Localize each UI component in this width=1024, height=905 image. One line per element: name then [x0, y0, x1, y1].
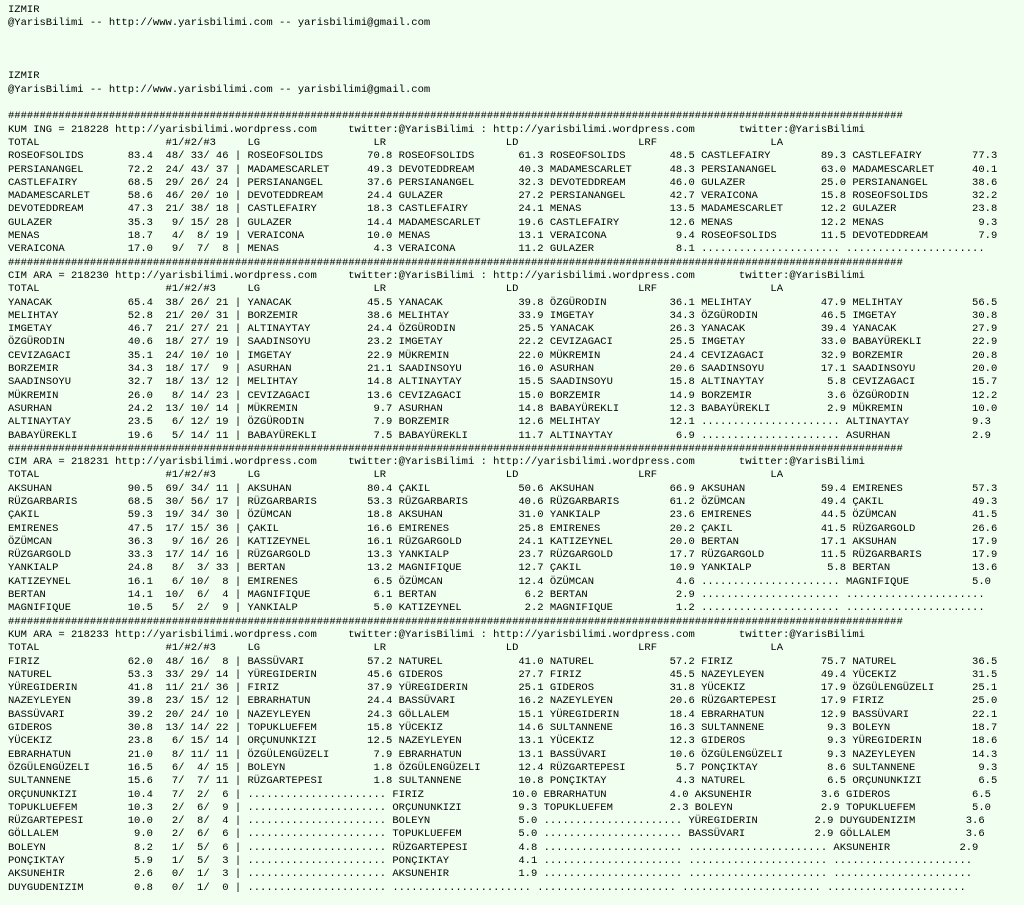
text-line: ALTINAYTAY 23.5 6/ 12/ 19 | ÖZGÜRODIN 7.9 BORZEMIR 12.6 MELIHTAY 12.1 ...................... ALTINAYTAY 9.3 [8, 416, 991, 429]
text-line: EMIRENES 47.5 17/ 15/ 36 | ÇAKIL 16.6 EMIRENES 25.8 EMIRENES 20.2 ÇAKIL 41.5 RÜZGARGOLD 26.6 [8, 522, 998, 535]
text-line: @YarisBilimi -- http://www.yarisbilimi.com -- yarisbilimi@gmail.com [8, 17, 431, 30]
separator-line: ############################################################################################################################################## [8, 442, 903, 455]
text-line: DEVOTEDDREAM 47.3 21/ 38/ 18 | CASTLEFAIRY 18.3 CASTLEFAIRY 24.1 MENAS 13.5 MADAMESCARLET 12.2 GULAZER 23.8 [8, 203, 998, 216]
text-line: YANKIALP 24.8 8/ 3/ 33 | BERTAN 13.2 MAGNIFIQUE 12.7 ÇAKIL 10.9 YANKIALP 5.8 BERTAN 13.6 [8, 562, 998, 575]
blank-line [8, 31, 1024, 44]
text-line: CEVIZAGACI 35.1 24/ 10/ 10 | IMGETAY 22.9 MÜKREMIN 22.0 MÜKREMIN 24.4 CEVIZAGACI 32.9 BORZEMIR 20.8 [8, 349, 998, 362]
text-line: CASTLEFAIRY 68.5 29/ 26/ 24 | PERSIANANGEL 37.6 PERSIANANGEL 32.3 DEVOTEDDREAM 46.0 GULAZER 25.0 PERSIANANGEL 38.6 [8, 176, 998, 189]
text-line: AKSUNEHIR 2.6 0/ 1/ 3 | ...................... AKSUNEHIR 1.9 ...................... ...................... ...................... [8, 868, 973, 881]
text-line: RÜZGARGOLD 33.3 17/ 14/ 16 | RÜZGARGOLD 13.3 YANKIALP 23.7 RÜZGARGOLD 17.7 RÜZGARGOLD 11.5 RÜZGARBARIS 17.9 [8, 549, 998, 562]
text-line: MELIHTAY 52.8 21/ 20/ 31 | BORZEMIR 38.6 MELIHTAY 33.9 IMGETAY 34.3 ÖZGÜRODIN 46.5 IMGETAY 30.8 [8, 309, 998, 322]
text-line: ÖZGÜRODIN 40.6 18/ 27/ 19 | SAADINSOYU 23.2 IMGETAY 22.2 CEVIZAGACI 25.5 IMGETAY 33.0 BABAYÜREKLI 22.9 [8, 336, 998, 349]
text-line: YÜCEKIZ 23.8 6/ 15/ 14 | ORÇUNUNKIZI 12.5 NAZEYLEYEN 13.1 YÜCEKIZ 12.3 GIDEROS 9.3 YÜREGIDERIN 18.6 [8, 735, 998, 748]
text-line: YANACAK 65.4 38/ 26/ 21 | YANACAK 45.5 YANACAK 39.8 ÖZGÜRODIN 36.1 MELIHTAY 47.9 MELIHTAY 56.5 [8, 296, 998, 309]
text-line: BABAYÜREKLI 19.6 5/ 14/ 11 | BABAYÜREKLI 7.5 BABAYÜREKLI 11.7 ALTINAYTAY 6.9 ...................... ASURHAN 2.9 [8, 429, 991, 442]
separator-line: ############################################################################################################################################## [8, 256, 903, 269]
text-line: KATIZEYNEL 16.1 6/ 10/ 8 | EMIRENES 6.5 ÖZÜMCAN 12.4 ÖZÜMCAN 4.6 ...................... MAGNIFIQUE 5.0 [8, 575, 991, 588]
text-line: GULAZER 35.3 9/ 15/ 28 | GULAZER 14.4 MADAMESCARLET 19.6 CASTLEFAIRY 12.6 MENAS 12.2 MENAS 9.3 [8, 216, 998, 229]
column-header: TOTAL #1/#2/#3 LG LR LD LRF LA [8, 136, 784, 149]
text-line: GÖLLALEM 9.0 2/ 6/ 6 | ...................... TOPUKLUEFEM 5.0 ...................... BASSÜVARI 2.9 GÖLLALEM 3.6 [8, 828, 985, 841]
blank-line [8, 57, 1024, 70]
text-line: DUYGUDENIZIM 0.8 0/ 1/ 0 | ...................... ...................... ...................... ...................... ...................... [8, 881, 966, 894]
text-line: ORÇUNUNKIZI 10.4 7/ 2/ 6 | ...................... FIRIZ 10.0 EBRARHATUN 4.0 AKSUNEHIR 3.6 GIDEROS 6.5 [8, 788, 991, 801]
blank-line [8, 44, 1024, 57]
race-header: KUM ING = 218228 http://yarisbilimi.wordpress.com twitter:@YarisBilimi : http://yarisbilimi.wordpress.com twitter:@YarisBilimi [8, 123, 865, 136]
text-line: BORZEMIR 34.3 18/ 17/ 9 | ASURHAN 21.1 SAADINSOYU 16.0 ASURHAN 20.6 SAADINSOYU 17.1 SAADINSOYU 20.0 [8, 363, 998, 376]
text-line: NATUREL 53.3 33/ 29/ 14 | YÜREGIDERIN 45.6 GIDEROS 27.7 FIRIZ 45.5 NAZEYLEYEN 49.4 YÜCEKIZ 31.5 [8, 668, 998, 681]
text-line: YÜREGIDERIN 41.8 11/ 21/ 36 | FIRIZ 37.9 YÜREGIDERIN 25.1 GIDEROS 31.8 YÜCEKIZ 17.9 ÖZGÜLENGÜZELI 25.1 [8, 682, 998, 695]
text-line: ÖZÜMCAN 36.3 9/ 16/ 26 | KATIZEYNEL 16.1 RÜZGARGOLD 24.1 KATIZEYNEL 20.0 BERTAN 17.1 AKSUHAN 17.9 [8, 535, 998, 548]
text-line: @YarisBilimi -- http://www.yarisbilimi.com -- yarisbilimi@gmail.com [8, 83, 431, 96]
text-line: BERTAN 14.1 10/ 6/ 4 | MAGNIFIQUE 6.1 BERTAN 6.2 BERTAN 2.9 ...................... ...................... [8, 589, 985, 602]
text-line: RÜZGARTEPESI 10.0 2/ 8/ 4 | ...................... BOLEYN 5.0 ...................... YÜREGIDERIN 2.9 DUYGUDENIZIM 3.6 [8, 815, 985, 828]
text-line: IMGETAY 46.7 21/ 27/ 21 | ALTINAYTAY 24.4 ÖZGÜRODIN 25.5 YANACAK 26.3 YANACAK 39.4 YANACAK 27.9 [8, 323, 998, 336]
text-line: MAGNIFIQUE 10.5 5/ 2/ 9 | YANKIALP 5.0 KATIZEYNEL 2.2 MAGNIFIQUE 1.2 ...................... ...................... [8, 602, 985, 615]
separator-line: ############################################################################################################################################## [8, 615, 903, 628]
text-line: IZMIR [8, 4, 40, 16]
text-line: RÜZGARBARIS 68.5 30/ 56/ 17 | RÜZGARBARIS 53.3 RÜZGARBARIS 40.6 RÜZGARBARIS 61.2 ÖZÜMCAN 49.4 ÇAKIL 49.3 [8, 495, 998, 508]
race-header: CIM ARA = 218231 http://yarisbilimi.wordpress.com twitter:@YarisBilimi : http://yarisbilimi.wordpress.com twitter:@YarisBilimi [8, 456, 865, 469]
column-header: TOTAL #1/#2/#3 LG LR LD LRF LA [8, 642, 784, 655]
text-line: MENAS 18.7 4/ 8/ 19 | VERAICONA 10.0 MENAS 13.1 VERAICONA 9.4 ROSEOFSOLIDS 11.5 DEVOTEDDREAM 7.9 [8, 230, 998, 243]
text-line: BASSÜVARI 39.2 20/ 24/ 10 | NAZEYLEYEN 24.3 GÖLLALEM 15.1 YÜREGIDERIN 18.4 EBRARHATUN 12.9 BASSÜVARI 22.1 [8, 708, 998, 721]
text-line: AKSUHAN 90.5 69/ 34/ 11 | AKSUHAN 80.4 ÇAKIL 50.6 AKSUHAN 66.9 AKSUHAN 59.4 EMIRENES 57.3 [8, 482, 998, 495]
race-header: KUM ARA = 218233 http://yarisbilimi.wordpress.com twitter:@YarisBilimi : http://yarisbilimi.wordpress.com twitter:@YarisBilimi [8, 628, 865, 641]
text-line: MADAMESCARLET 58.6 46/ 20/ 10 | DEVOTEDDREAM 24.4 GULAZER 27.2 PERSIANANGEL 42.7 VERAICONA 15.8 ROSEOFSOLIDS 32.2 [8, 190, 998, 203]
column-header: TOTAL #1/#2/#3 LG LR LD LRF LA [8, 283, 784, 296]
blank-line [8, 97, 1024, 110]
text-line: GIDEROS 30.8 13/ 14/ 22 | TOPUKLUEFEM 15.8 YÜCEKIZ 14.6 SULTANNENE 16.3 SULTANNENE 9.3 BOLEYN 18.7 [8, 722, 998, 735]
text-line: BOLEYN 8.2 1/ 5/ 6 | ...................... RÜZGARTEPESI 4.8 ...................... ...................... AKSUNEHIR 2.9 [8, 841, 979, 854]
text-line: ROSEOFSOLIDS 83.4 48/ 33/ 46 | ROSEOFSOLIDS 70.8 ROSEOFSOLIDS 61.3 ROSEOFSOLIDS 48.5 CASTLEFAIRY 89.3 CASTLEFAIRY 77.3 [8, 150, 998, 163]
text-line: PONÇIKTAY 5.9 1/ 5/ 3 | ...................... PONÇIKTAY 4.1 ...................... ...................... ...................... [8, 855, 973, 867]
separator-line: ############################################################################################################################################## [8, 110, 903, 123]
text-line: NAZEYLEYEN 39.8 23/ 15/ 12 | EBRARHATUN 24.4 BASSÜVARI 16.2 NAZEYLEYEN 20.6 RÜZGARTEPESI 17.9 FIRIZ 25.0 [8, 695, 998, 708]
text-line: EBRARHATUN 21.0 8/ 11/ 11 | ÖZGÜLENGÜZELI 7.9 EBRARHATUN 13.1 BASSÜVARI 10.6 ÖZGÜLENGÜZELI 9.3 NAZEYLEYEN 14.3 [8, 748, 998, 761]
text-line: ÖZGÜLENGÜZELI 16.5 6/ 4/ 15 | BOLEYN 1.8 ÖZGÜLENGÜZELI 12.4 RÜZGARTEPESI 5.7 PONÇIKTAY 8.6 SULTANNENE 9.3 [8, 761, 998, 774]
text-line: ASURHAN 24.2 13/ 10/ 14 | MÜKREMIN 9.7 ASURHAN 14.8 BABAYÜREKLI 12.3 BABAYÜREKLI 2.9 MÜKREMIN 10.0 [8, 402, 998, 415]
text-line: VERAICONA 17.0 9/ 7/ 8 | MENAS 4.3 VERAICONA 11.2 GULAZER 8.1 ...................... ...................... [8, 243, 985, 256]
text-line: PERSIANANGEL 72.2 24/ 43/ 37 | MADAMESCARLET 49.3 DEVOTEDDREAM 40.3 MADAMESCARLET 48.3 PERSIANANGEL 63.0 MADAMESCARLET 40.1 [8, 163, 998, 176]
text-line: MÜKREMIN 26.0 8/ 14/ 23 | CEVIZAGACI 13.6 CEVIZAGACI 15.0 BORZEMIR 14.9 BORZEMIR 3.6 ÖZGÜRODIN 12.2 [8, 389, 998, 402]
text-line: SULTANNENE 15.6 7/ 7/ 11 | RÜZGARTEPESI 1.8 SULTANNENE 10.8 PONÇIKTAY 4.3 NATUREL 6.5 ORÇUNUNKIZI 6.5 [8, 775, 998, 788]
race-header: CIM ARA = 218230 http://yarisbilimi.wordpress.com twitter:@YarisBilimi : http://yarisbilimi.wordpress.com twitter:@YarisBilimi [8, 269, 865, 282]
column-header: TOTAL #1/#2/#3 LG LR LD LRF LA [8, 469, 784, 482]
text-line: ÇAKIL 59.3 19/ 34/ 30 | ÖZÜMCAN 18.8 AKSUHAN 31.0 YANKIALP 23.6 EMIRENES 44.5 ÖZÜMCAN 41.5 [8, 509, 998, 522]
text-line: SAADINSOYU 32.7 18/ 13/ 12 | MELIHTAY 14.8 ALTINAYTAY 15.5 SAADINSOYU 15.8 ALTINAYTAY 5.8 CEVIZAGACI 15.7 [8, 376, 998, 389]
text-line: TOPUKLUEFEM 10.3 2/ 6/ 9 | ...................... ORÇUNUNKIZI 9.3 TOPUKLUEFEM 2.3 BOLEYN 2.9 TOPUKLUEFEM 5.0 [8, 801, 991, 814]
text-line: FIRIZ 62.0 48/ 16/ 8 | BASSÜVARI 57.2 NATUREL 41.0 NATUREL 57.2 FIRIZ 75.7 NATUREL 36.5 [8, 655, 998, 668]
text-line: IZMIR [8, 70, 40, 83]
